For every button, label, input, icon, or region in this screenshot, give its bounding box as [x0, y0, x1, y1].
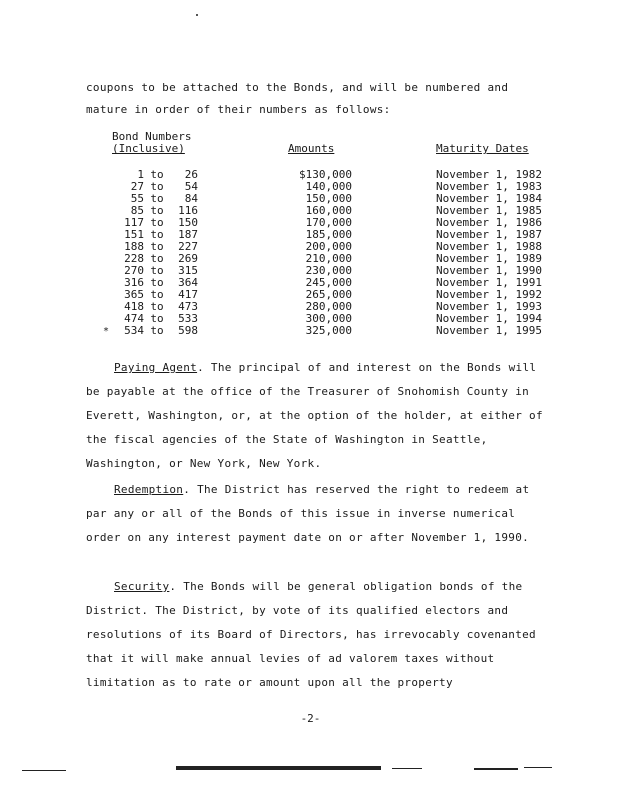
bond-range-to-word: to — [150, 216, 164, 229]
bond-range-to: 473 — [178, 300, 198, 313]
maturity-date-cell: November 1, 1995 — [436, 324, 542, 337]
bond-range-to: 269 — [178, 252, 198, 265]
intro-line-2: mature in order of their numbers as follows: — [86, 103, 391, 116]
amount-value: 140,000 — [305, 180, 352, 193]
bond-numbers-header — [112, 129, 288, 155]
maturity-date-cell: November 1, 1991 — [436, 276, 542, 289]
bond-range-from: 474 — [124, 312, 144, 325]
bond-range-to: 315 — [178, 264, 198, 277]
paragraph-security — [86, 575, 546, 695]
bond-range-to: 598 — [178, 324, 198, 337]
bond-range-from: 270 — [124, 264, 144, 277]
bond-range-from: 365 — [124, 288, 144, 301]
maturity-dates-header — [436, 129, 576, 155]
amount-value: 170,000 — [305, 216, 352, 229]
bond-range-from: 228 — [124, 252, 144, 265]
bond-range-to: 187 — [178, 228, 198, 241]
bond-range-from: 534 — [124, 324, 144, 337]
amount-value: $130,000 — [299, 168, 352, 181]
maturity-date-cell: November 1, 1984 — [436, 192, 542, 205]
bond-numbers-header-line1: Bond Numbers — [112, 130, 192, 143]
scan-artifact-line — [392, 768, 422, 769]
bond-range-to-word: to — [150, 288, 164, 301]
scan-speck — [196, 14, 198, 16]
maturity-date-cell: November 1, 1993 — [436, 300, 542, 313]
bond-range-to-word: to — [150, 228, 164, 241]
amount-value: 200,000 — [305, 240, 352, 253]
bond-range-from: 188 — [124, 240, 144, 253]
amounts-header-text: Amounts — [288, 142, 335, 155]
bond-range-to: 26 — [184, 168, 198, 181]
bond-maturity-table — [112, 129, 576, 337]
amount-cell — [288, 325, 436, 337]
security-heading: Security — [114, 580, 170, 593]
redemption-heading: Redemption — [114, 483, 184, 496]
bond-range-to-word: to — [150, 252, 164, 265]
paying-agent-heading: Paying Agent — [114, 361, 198, 374]
bond-range-from: 316 — [124, 276, 144, 289]
bond-range-to-word: to — [150, 204, 164, 217]
row-marker: * — [103, 326, 110, 337]
bond-range-to: 533 — [178, 312, 198, 325]
maturity-date-cell: November 1, 1983 — [436, 180, 542, 193]
bond-range-to-word: to — [150, 312, 164, 325]
bond-range-from: 55 — [130, 192, 144, 205]
table-row — [112, 325, 576, 337]
bond-range-to: 150 — [178, 216, 198, 229]
scan-artifact-line — [524, 767, 552, 768]
scan-artifact-bar — [176, 766, 381, 770]
amount-value: 160,000 — [305, 204, 352, 217]
bond-range-to-word: to — [150, 192, 164, 205]
maturity-date-cell: November 1, 1987 — [436, 228, 542, 241]
security-text: . The Bonds will be general obligation bonds of the District. The District, by vote of its qualified electors and resolutions of its Board of Directors, has irrevocably covenanted that it will make annual levies of ad valorem taxes without limitation as to rate or amount upon all the property — [86, 580, 536, 689]
bond-numbers-header-line2: (Inclusive) — [112, 142, 185, 155]
bond-range-to: 84 — [184, 192, 198, 205]
bond-range-from: 27 — [130, 180, 144, 193]
maturity-date-cell: November 1, 1985 — [436, 204, 542, 217]
bond-range-from: 418 — [124, 300, 144, 313]
scan-artifact-line — [22, 770, 66, 771]
paragraph-redemption — [86, 478, 546, 550]
amount-value: 210,000 — [305, 252, 352, 265]
bond-range-cell — [112, 325, 288, 337]
amount-value: 265,000 — [305, 288, 352, 301]
bond-range-from: 85 — [130, 204, 144, 217]
maturity-date-cell: November 1, 1990 — [436, 264, 542, 277]
bond-range-to-word: to — [150, 240, 164, 253]
bond-range-to-word: to — [150, 168, 164, 181]
amount-value: 150,000 — [305, 192, 352, 205]
paying-agent-text: . The principal of and interest on the Bonds will be payable at the office of the Treasurer of Snohomish County in Everett, Washington, or, at the option of the holder, at either of the fiscal agencies of the State of Washington in Seattle, Washington, or New York, New York. — [86, 361, 543, 470]
maturity-date-cell: November 1, 1988 — [436, 240, 542, 253]
amount-value: 300,000 — [305, 312, 352, 325]
bond-range-to-word: to — [150, 300, 164, 313]
amount-value: 325,000 — [305, 324, 352, 337]
amount-value: 185,000 — [305, 228, 352, 241]
maturity-date-cell: November 1, 1982 — [436, 168, 542, 181]
intro-line-1: coupons to be attached to the Bonds, and will be numbered and — [86, 81, 509, 94]
bond-range-to: 417 — [178, 288, 198, 301]
bond-range-to: 364 — [178, 276, 198, 289]
amounts-header — [288, 129, 436, 155]
bond-range-from: 117 — [124, 216, 144, 229]
bond-range-to-word: to — [150, 180, 164, 193]
scan-artifact-line — [474, 768, 518, 770]
bond-range-to-word: to — [150, 324, 164, 337]
bond-range-to-word: to — [150, 276, 164, 289]
bond-range-from: 151 — [124, 228, 144, 241]
bond-range-from: 1 — [137, 168, 144, 181]
bond-range-to: 54 — [184, 180, 198, 193]
bond-rows — [112, 169, 576, 337]
paragraph-paying-agent — [86, 356, 546, 476]
bond-range-to-word: to — [150, 264, 164, 277]
maturity-date-cell: November 1, 1986 — [436, 216, 542, 229]
maturity-date-cell: November 1, 1989 — [436, 252, 542, 265]
maturity-date-cell: November 1, 1992 — [436, 288, 542, 301]
redemption-text: . The District has reserved the right to redeem at par any or all of the Bonds of this issue in inverse numerical order on any interest payment date on or after November 1, 1990. — [86, 483, 530, 544]
page-number: -2- — [300, 712, 321, 725]
amount-value: 230,000 — [305, 264, 352, 277]
table-header-row — [112, 129, 576, 155]
amount-value: 245,000 — [305, 276, 352, 289]
amount-value: 280,000 — [305, 300, 352, 313]
bond-range-to: 227 — [178, 240, 198, 253]
maturity-date-cell: November 1, 1994 — [436, 312, 542, 325]
bond-range-to: 116 — [178, 204, 198, 217]
maturity-dates-header-text: Maturity Dates — [436, 142, 529, 155]
